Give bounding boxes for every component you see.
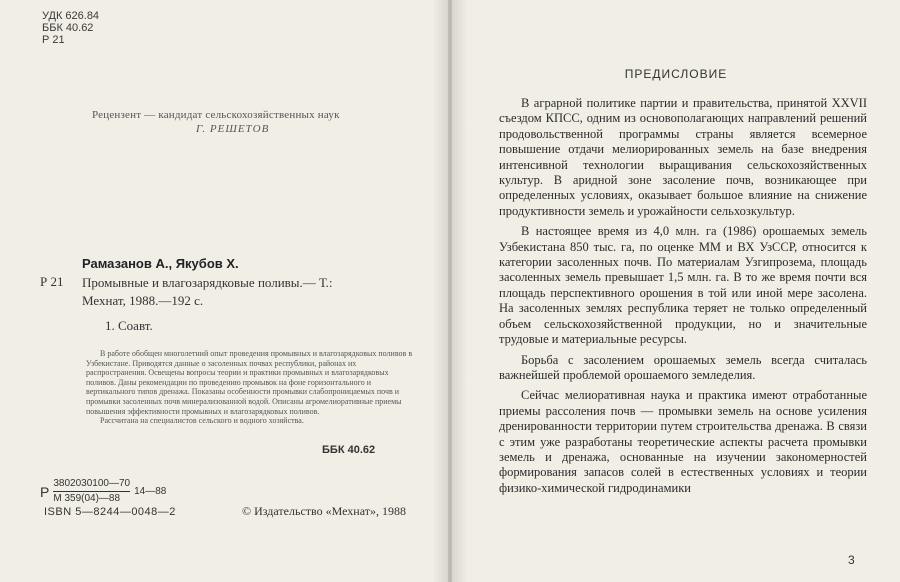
copyright: © Издательство «Мехнат», 1988	[242, 504, 406, 518]
publisher-code-numerator: 3802030100—70	[53, 478, 130, 492]
publisher-code-side: 14—88	[134, 485, 167, 497]
series-note: 1. Соавт.	[105, 318, 153, 333]
section-heading: ПРЕДИСЛОВИЕ	[624, 67, 728, 81]
body-text	[499, 96, 867, 501]
publisher-code	[40, 478, 166, 505]
reviewer-line: Рецензент — кандидат сельскохозяйственных наук	[92, 109, 340, 121]
right-page	[452, 0, 900, 582]
bibliographic-entry	[82, 274, 333, 310]
author-mark: Р 21	[42, 34, 65, 46]
title-line: Промывные и влагозарядковые поливы.— Т.:	[82, 275, 333, 290]
abstract-audience: Рассчитана на специалистов сельского и водного хозяйства.	[100, 416, 304, 426]
paragraph: В аграрной политике партии и правительства, принятой XXVII съездом КПСС, одним из основополагающих направлений решений продовольственной программы страны является всемерное повышение отдачи мелиорированных земель на базе внедрения интенсивной технологии выращивания сельскохозяйственных культур. В аридной зоне засоление почв, возникающее при определенных условиях, оказывает большое влияние на снижение продуктивности земель и урожайности сельхозкультур.	[499, 96, 867, 218]
call-number: Р 21	[40, 274, 64, 289]
bbk-code-bottom: ББК 40.62	[322, 444, 376, 456]
authors: Рамазанов А., Якубов Х.	[82, 256, 239, 271]
publisher-line: Мехнат, 1988.—192 с.	[82, 293, 204, 308]
classification-codes	[42, 10, 99, 46]
reviewer-block	[92, 108, 340, 136]
bbk-code: ББК 40.62	[42, 22, 94, 34]
abstract	[86, 349, 416, 426]
publisher-code-denominator: М 359(04)—88	[53, 493, 121, 504]
left-page	[0, 0, 448, 582]
paragraph: Сейчас мелиоративная наука и практика имеют отработанные приемы рассоления почв — промывки земель на основе усиления дренированности территории путем строительства дренажа. В связи с этим уже разработаны теоретические аспекты расчета промывки земель и дренажа, основанные на изучении закономерностей формирования запасов солей в естественных условиях и теории физико-химической гидродинамики	[499, 388, 867, 495]
reviewer-name: Г. РЕШЕТОВ	[196, 123, 270, 135]
paragraph: В настоящее время из 4,0 млн. га (1986) орошаемых земель Узбекистана 850 тыс. га, по оценке ММ и ВХ УзССР, относится к категории засоленных почв. По материалам Узгипрозема, площадь засоленных земель превышает 1,5 млн. га. В то же время почти вся площадь перспективного орошения в той или иной мере засолена. На засоленных землях республика теряет не только определенный объем сельскохозяйственной продукции, но и значительные трудовые и материальные ресурсы.	[499, 224, 867, 347]
publisher-code-letter: Р	[40, 483, 50, 500]
page-number: 3	[848, 553, 855, 567]
isbn: ISBN 5—8244—0048—2	[44, 506, 176, 518]
udc-code: УДК 626.84	[42, 10, 100, 22]
paragraph: Борьба с засолением орошаемых земель всегда считалась важнейшей проблемой орошаемого земледелия.	[499, 352, 867, 382]
book-gutter	[432, 0, 468, 582]
abstract-paragraph: В работе обобщен многолетний опыт проведения промывных и влагозарядковых поливов в Узбекистане. Приводятся данные о засоленных почвах республики, районах их распространения. Освещены вопросы теории и практики промывных и влагозарядковых поливов. Даны рекомендации по проведению промывок на фоне горизонтального и вертикального типов дренажа. Показаны особенности промывки слабопроницаемых почв и промывки засоленных почв минерализованной водой. Описаны агромелиоративные приемы повышения эффективности промывных и влагозарядковых поливов.	[86, 349, 413, 416]
